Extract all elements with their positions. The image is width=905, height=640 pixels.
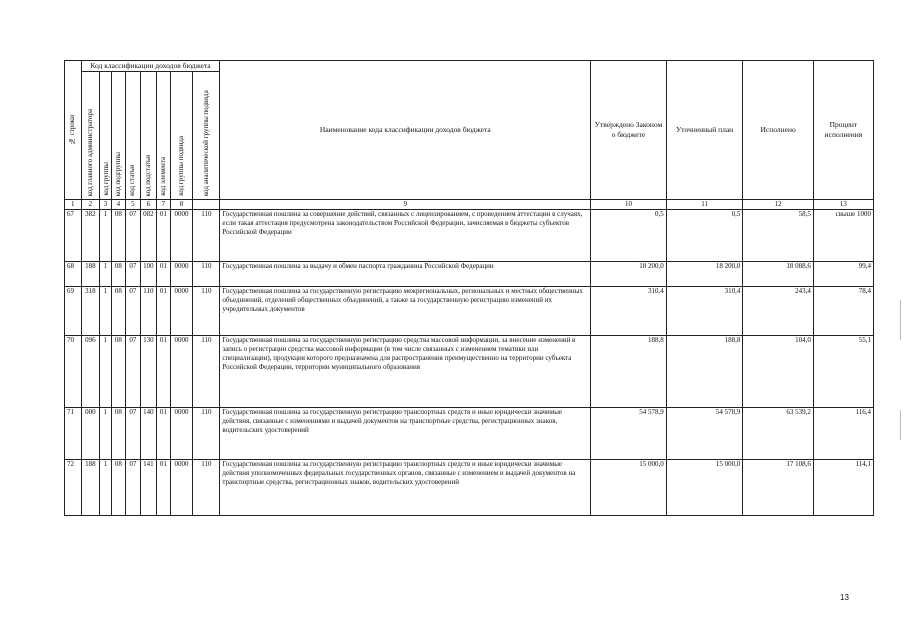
percent-value: 78,4 [813, 287, 873, 336]
code-element: 01 [157, 408, 170, 460]
table-row [65, 336, 874, 408]
table-row [65, 210, 874, 262]
code-element: 01 [157, 460, 170, 516]
approved-value: 18 200,0 [591, 262, 667, 287]
code-group: 1 [100, 287, 111, 336]
approved-value: 0,5 [591, 210, 667, 262]
code-admin: 188 [81, 460, 100, 516]
code-article: 07 [126, 287, 141, 336]
code-analytic-group: 110 [193, 287, 220, 336]
header-executed: Исполнено [743, 61, 813, 200]
code-element: 01 [157, 336, 170, 408]
column-number [193, 200, 220, 210]
code-subgroup: 08 [111, 287, 126, 336]
revenue-name: Государственная пошлина за совершение действий, связанных с лицензированием, с проведением аттестации в случаях, если такая аттестация предусмотрена законодательством Российской Федерации, зачисляемая в бюджеты субъектов Российской Федерации [220, 210, 591, 262]
executed-value: 17 108,6 [743, 460, 813, 516]
code-subgroup: 08 [111, 262, 126, 287]
code-subtype-group: 0000 [170, 336, 193, 408]
code-analytic-group: 110 [193, 460, 220, 516]
code-subgroup: 08 [111, 408, 126, 460]
code-group: 1 [100, 336, 111, 408]
column-numbers-row [65, 200, 874, 210]
revenue-name: Государственная пошлина за государственную регистрацию межрегиональных, региональных и местных общественных объединений, отделений общественных объединений, а также за государственную регистрацию изменений их учредительных документов [220, 287, 591, 336]
line-number: 70 [65, 336, 82, 408]
revenue-name: Государственная пошлина за выдачу и обмен паспорта гражданина Российской Федерации [220, 262, 591, 287]
table-row [65, 287, 874, 336]
code-subtype-group: 0000 [170, 287, 193, 336]
code-element: 01 [157, 210, 170, 262]
percent-value: 114,1 [813, 460, 873, 516]
code-article: 07 [126, 460, 141, 516]
column-number: 4 [111, 200, 126, 210]
column-number: 5 [126, 200, 141, 210]
header-percent: Процент исполнения [813, 61, 873, 200]
code-subarticle: 130 [140, 336, 157, 408]
code-subarticle: 141 [140, 460, 157, 516]
code-subtype-group: 0000 [170, 210, 193, 262]
plan-value: 188,8 [666, 336, 743, 408]
code-subgroup: 08 [111, 460, 126, 516]
scan-edge-mark [900, 410, 901, 440]
code-subarticle: 082 [140, 210, 157, 262]
column-number: 3 [100, 200, 111, 210]
code-subtype-group: 0000 [170, 408, 193, 460]
code-element: 01 [157, 287, 170, 336]
code-article: 07 [126, 210, 141, 262]
header-name: Наименование кода классификации доходов бюджета [220, 61, 591, 200]
plan-value: 18 200,0 [666, 262, 743, 287]
column-number: 13 [813, 200, 873, 210]
line-number: 68 [65, 262, 82, 287]
column-number: 6 [140, 200, 157, 210]
header-refined-plan: Уточненный план [666, 61, 743, 200]
header-row-number-label: № строки [68, 114, 77, 146]
percent-value: свыше 1000 [813, 210, 873, 262]
code-subarticle: 100 [140, 262, 157, 287]
code-subgroup: 08 [111, 210, 126, 262]
code-article: 07 [126, 336, 141, 408]
code-group: 1 [100, 460, 111, 516]
budget-revenue-table [64, 60, 874, 516]
revenue-name: Государственная пошлина за государственную регистрацию транспортных средств и иные юридически значимые действия, связанные с изменениями и выдачей документов на транспортные средства, регистрационных знаков, водительских удостоверений [220, 408, 591, 460]
approved-value: 54 578,9 [591, 408, 667, 460]
code-subtype-group: 0000 [170, 460, 193, 516]
code-subtype-group: 0000 [170, 262, 193, 287]
scan-edge-mark [900, 300, 901, 340]
executed-value: 58,5 [743, 210, 813, 262]
percent-value: 99,4 [813, 262, 873, 287]
executed-value: 243,4 [743, 287, 813, 336]
table-row [65, 408, 874, 460]
line-number: 67 [65, 210, 82, 262]
header-classification-group: Код классификации доходов бюджета [81, 61, 220, 72]
code-subgroup: 08 [111, 336, 126, 408]
column-number: 12 [743, 200, 813, 210]
header-code-article: код статьи [126, 72, 141, 200]
code-admin: 096 [81, 336, 100, 408]
executed-value: 18 088,6 [743, 262, 813, 287]
approved-value: 188,8 [591, 336, 667, 408]
header-code-admin: код главного администратора [81, 72, 100, 200]
revenue-name: Государственная пошлина за государственную регистрацию транспортных средств и иные юридически значимые действия уполномоченных федеральных государственных органов, связанные с изменением и выдачей документов на транспортные средства, регистрационных знаков, водительских удостоверений [220, 460, 591, 516]
code-group: 1 [100, 408, 111, 460]
line-number: 72 [65, 460, 82, 516]
percent-value: 55,1 [813, 336, 873, 408]
code-admin: 382 [81, 210, 100, 262]
code-element: 01 [157, 262, 170, 287]
page-number: 13 [840, 593, 849, 602]
plan-value: 0,5 [666, 210, 743, 262]
revenue-name: Государственная пошлина за государственную регистрацию средства массовой информации, за внесение изменений в запись о регистрации средства массовой информации (в том числе связанных с изменением тематики или специализации), продукция которого предназначена для распространения преимущественно на территории субъекта Российской Федерации, территории муниципального образования [220, 336, 591, 408]
code-analytic-group: 110 [193, 210, 220, 262]
percent-value: 116,4 [813, 408, 873, 460]
column-number: 8 [170, 200, 193, 210]
code-subarticle: 140 [140, 408, 157, 460]
code-analytic-group: 110 [193, 408, 220, 460]
header-approved: Утверждено Законом о бюджете [591, 61, 667, 200]
plan-value: 310,4 [666, 287, 743, 336]
code-admin: 000 [81, 408, 100, 460]
column-number: 7 [157, 200, 170, 210]
code-admin: 318 [81, 287, 100, 336]
code-article: 07 [126, 262, 141, 287]
approved-value: 310,4 [591, 287, 667, 336]
header-code-subtype-group: код группы подвида [170, 72, 193, 200]
column-number: 11 [666, 200, 743, 210]
code-analytic-group: 110 [193, 336, 220, 408]
header-code-group: код группы [100, 72, 111, 200]
executed-value: 104,0 [743, 336, 813, 408]
plan-value: 15 000,0 [666, 460, 743, 516]
code-subarticle: 110 [140, 287, 157, 336]
header-code-subarticle: код подстатьи [140, 72, 157, 200]
column-number: 9 [220, 200, 591, 210]
column-number: 10 [591, 200, 667, 210]
code-group: 1 [100, 262, 111, 287]
code-admin: 188 [81, 262, 100, 287]
column-number: 2 [81, 200, 100, 210]
table-row [65, 460, 874, 516]
header-row-number [65, 61, 82, 200]
code-analytic-group: 110 [193, 262, 220, 287]
executed-value: 63 539,2 [743, 408, 813, 460]
line-number: 71 [65, 408, 82, 460]
header-code-element: код элемента [157, 72, 170, 200]
table-row [65, 262, 874, 287]
code-article: 07 [126, 408, 141, 460]
header-code-subgroup: код подгруппы [111, 72, 126, 200]
plan-value: 54 578,9 [666, 408, 743, 460]
header-code-analytic-group: код аналитической группы подвида [193, 72, 220, 200]
code-group: 1 [100, 210, 111, 262]
approved-value: 15 000,0 [591, 460, 667, 516]
line-number: 69 [65, 287, 82, 336]
column-number: 1 [65, 200, 82, 210]
